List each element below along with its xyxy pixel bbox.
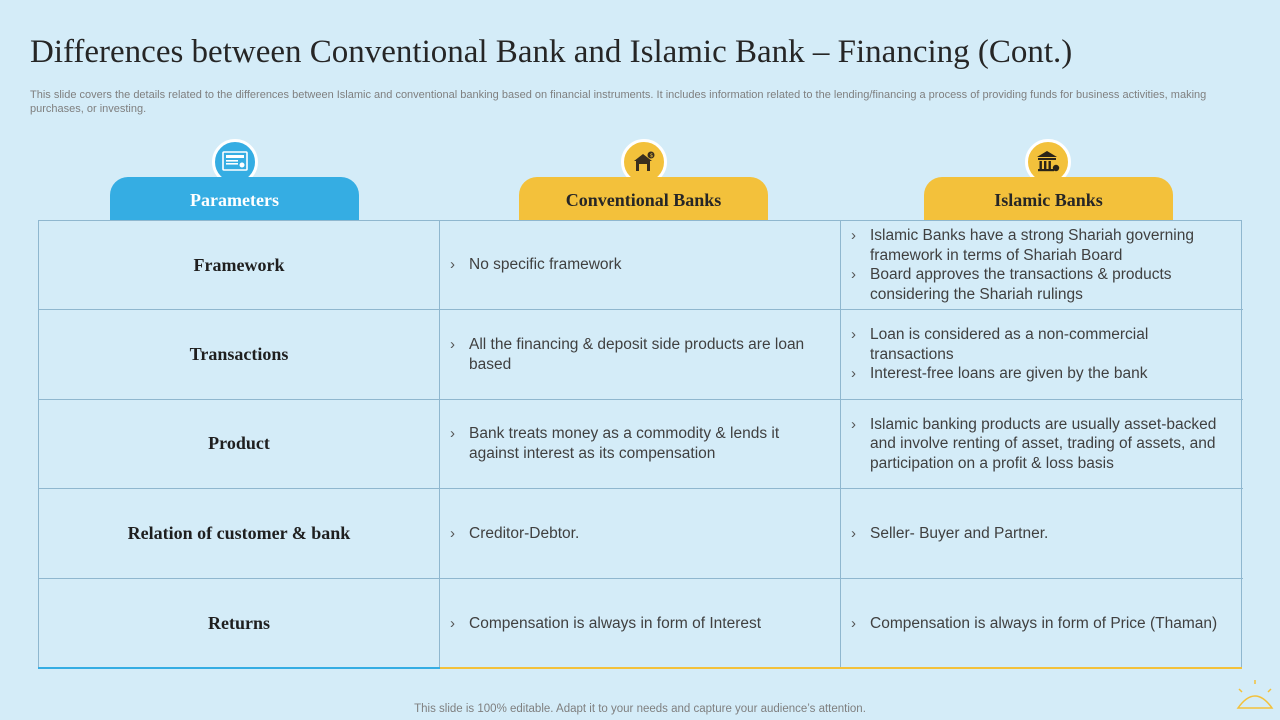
bullet-item: [450, 335, 826, 374]
chevron-right-icon: ›: [851, 266, 856, 284]
conventional-cell: [440, 489, 841, 578]
chevron-right-icon: ›: [851, 326, 856, 344]
conventional-cell: [440, 310, 841, 399]
conventional-cell: [440, 579, 841, 668]
chevron-right-icon: ›: [851, 227, 856, 245]
islamic-cell: [841, 489, 1243, 578]
bullet-item: [450, 424, 826, 463]
bullet-text: Compensation is always in form of Price (Thaman): [870, 614, 1218, 632]
islamic-cell: [841, 310, 1243, 399]
parameter-cell: Relation of customer & bank: [39, 489, 440, 578]
conventional-cell: [440, 400, 841, 489]
bullet-text: Islamic banking products are usually asset-backed and involve renting of asset, trading of assets, and participation on a profit & loss basis: [870, 415, 1217, 472]
chevron-right-icon: ›: [851, 614, 856, 632]
bullet-item: [851, 614, 1229, 634]
table-bottom-accent-blue: [38, 667, 440, 669]
conventional-cell: [440, 221, 841, 310]
table-bottom-accent-yellow: [440, 667, 1242, 669]
chevron-right-icon: ›: [450, 336, 455, 354]
lamp-outline-icon: [1234, 680, 1276, 719]
chevron-right-icon: ›: [450, 524, 455, 542]
bullet-item: [851, 524, 1229, 544]
bullet-text: Loan is considered as a non-commercial transactions: [870, 326, 1149, 363]
header-parameters: Parameters: [110, 177, 359, 221]
chevron-right-icon: ›: [851, 415, 856, 433]
svg-text:$: $: [649, 153, 654, 160]
bullet-text: No specific framework: [469, 256, 622, 274]
islamic-cell: [841, 400, 1243, 489]
bullet-text: All the financing & deposit side products are loan based: [469, 336, 805, 373]
bullet-item: [851, 415, 1229, 474]
bullet-item: [450, 524, 826, 544]
bullet-item: [851, 325, 1229, 364]
page-subtitle: This slide covers the details related to the differences between Islamic and conventional banking based on financial instruments. It includes information related to the lending/financing a process of providing funds for business activities, making purchases, or investing.: [30, 89, 1207, 115]
header-islamic-banks: Islamic Banks: [924, 177, 1173, 221]
parameter-cell: Transactions: [39, 310, 440, 399]
parameter-cell: Returns: [39, 579, 440, 668]
bullet-text: Seller- Buyer and Partner.: [870, 524, 1049, 542]
bullet-text: Compensation is always in form of Interest: [469, 614, 762, 632]
bullet-text: Creditor-Debtor.: [469, 524, 580, 542]
bullet-text: Bank treats money as a commodity & lends it against interest as its compensation: [469, 425, 780, 462]
parameter-cell: Product: [39, 400, 440, 489]
chevron-right-icon: ›: [851, 524, 856, 542]
islamic-cell: [841, 221, 1243, 310]
header-conventional-banks: Conventional Banks: [519, 177, 768, 221]
page-title: Differences between Conventional Bank and Islamic Bank – Financing (Cont.): [30, 34, 1073, 70]
bullet-text: Interest-free loans are given by the bank: [870, 365, 1148, 383]
chevron-right-icon: ›: [851, 365, 856, 383]
bullet-item: [851, 364, 1229, 384]
comparison-table: [38, 220, 1242, 669]
footer-note: This slide is 100% editable. Adapt it to your needs and capture your audience’s attention.: [414, 703, 866, 715]
chevron-right-icon: ›: [450, 614, 455, 632]
bullet-text: Islamic Banks have a strong Shariah governing framework in terms of Shariah Board: [870, 227, 1194, 264]
bullet-item: [450, 255, 826, 275]
bullet-item: [851, 226, 1229, 265]
bullet-item: [851, 265, 1229, 304]
parameter-cell: Framework: [39, 221, 440, 310]
islamic-cell: [841, 579, 1243, 668]
bullet-text: Board approves the transactions & products considering the Shariah rulings: [870, 266, 1172, 303]
chevron-right-icon: ›: [450, 256, 455, 274]
chevron-right-icon: ›: [450, 425, 455, 443]
bullet-item: [450, 614, 826, 634]
